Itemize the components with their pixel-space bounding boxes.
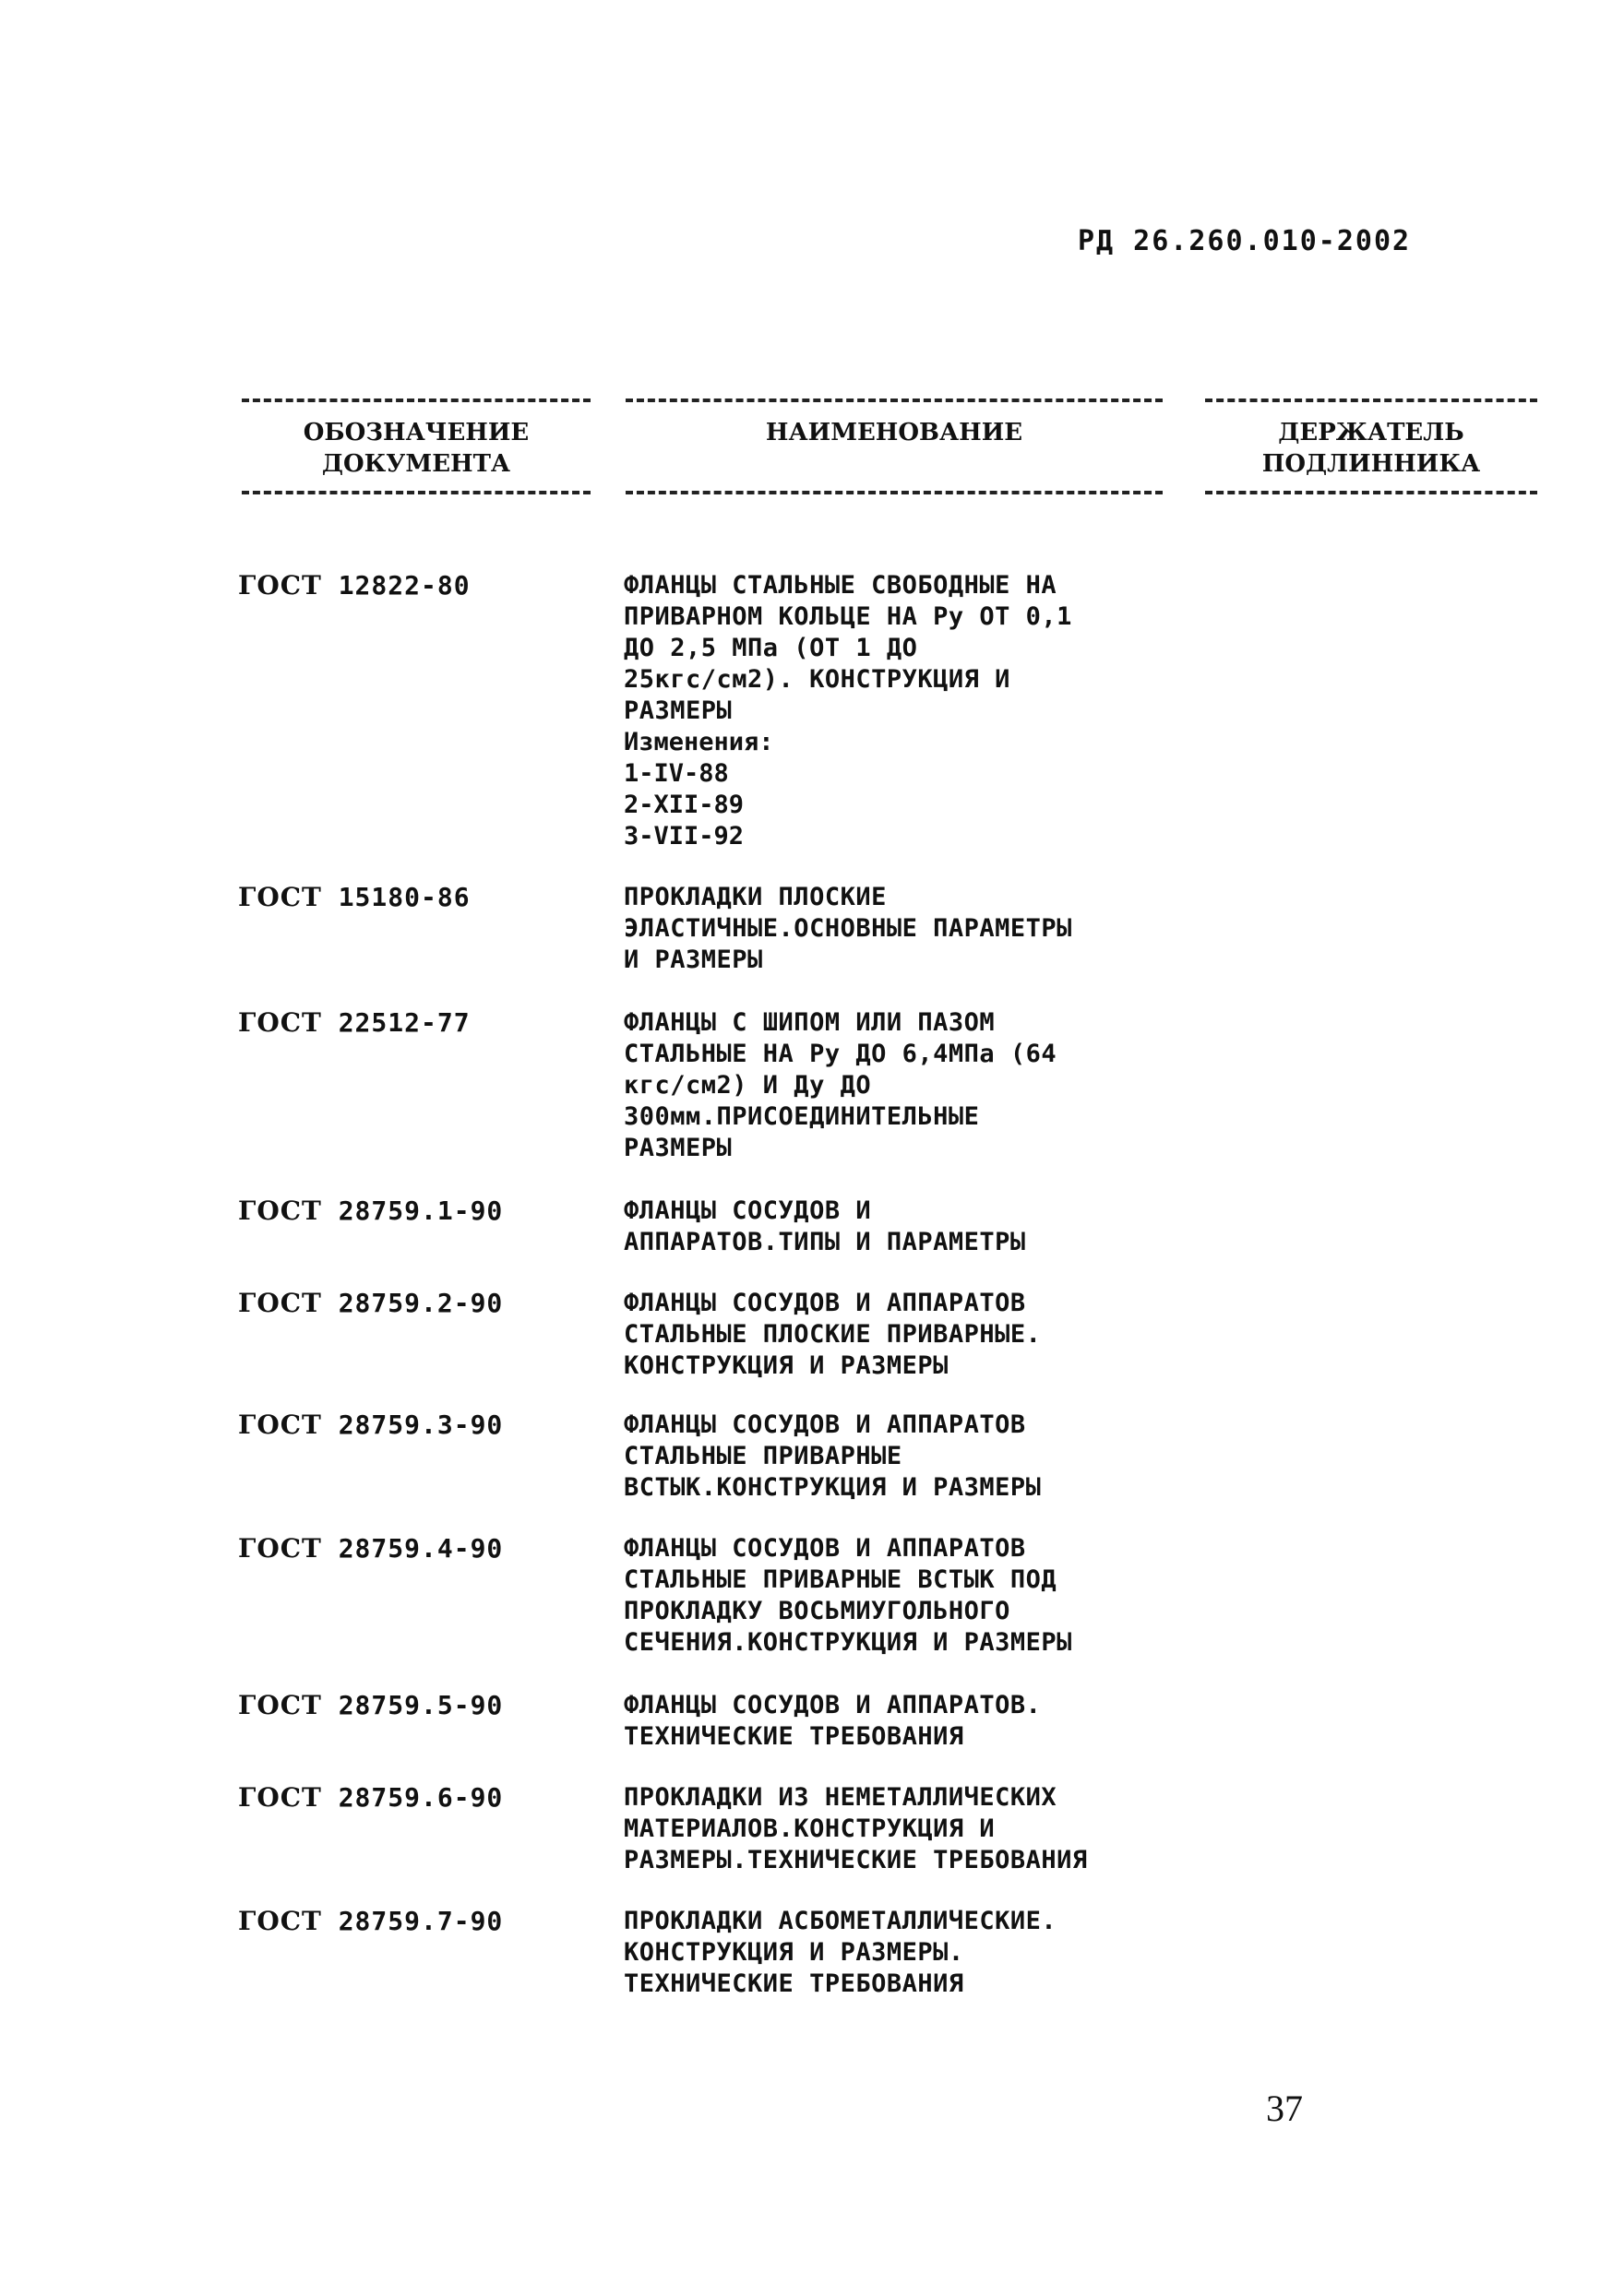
header-rule-bottom-col3 (1205, 491, 1537, 494)
gost-prefix: ГОСТ (238, 1288, 322, 1318)
document-designation (238, 1690, 503, 1721)
page-number: 37 (1266, 2088, 1303, 2129)
gost-prefix: ГОСТ (238, 1906, 322, 1936)
gost-prefix: ГОСТ (238, 1690, 322, 1720)
designation-number: 22512-77 (338, 1007, 471, 1038)
document-title: ФЛАНЦЫ СОСУДОВ И АППАРАТОВ СТАЛЬНЫЕ ПЛОСКИЕ ПРИВАРНЫЕ. КОНСТРУКЦИЯ И РАЗМЕРЫ (624, 1289, 1042, 1380)
document-designation (238, 570, 471, 601)
changes-list: 1-IV-88 2-XII-89 3-VII-92 (624, 759, 745, 851)
header-rule-bottom-col1 (242, 491, 591, 494)
gost-prefix: ГОСТ (238, 1782, 322, 1813)
document-designation (238, 1007, 471, 1039)
gost-prefix: ГОСТ (238, 1410, 322, 1440)
gost-prefix: ГОСТ (238, 1196, 322, 1226)
header-rule-top-col3 (1205, 399, 1537, 402)
document-title: ФЛАНЦЫ С ШИПОМ ИЛИ ПАЗОМ СТАЛЬНЫЕ НА Ру ДО 6,4МПа (64 кгс/см2) И Ду ДО 300мм.ПРИСОЕДИНИТЕЛЬНЫЕ РАЗМЕРЫ (624, 1008, 1057, 1162)
changes-label: Изменения: (624, 728, 774, 756)
column-header-name: НАИМЕНОВАНИЕ (765, 419, 1023, 446)
document-designation (238, 1288, 503, 1319)
document-title: ФЛАНЦЫ СОСУДОВ И АППАРАТОВ. ТЕХНИЧЕСКИЕ ТРЕБОВАНИЯ (624, 1691, 1042, 1751)
document-designation (238, 1410, 503, 1441)
designation-number: 28759.3-90 (338, 1410, 504, 1440)
document-code: РД 26.260.010-2002 (1078, 225, 1412, 257)
header-rule-bottom-col2 (626, 491, 1163, 494)
document-title: ПРОКЛАДКИ АСБОМЕТАЛЛИЧЕСКИЕ. КОНСТРУКЦИЯ И РАЗМЕРЫ. ТЕХНИЧЕСКИЕ ТРЕБОВАНИЯ (624, 1907, 1057, 1998)
document-designation (238, 1782, 503, 1814)
document-title: ПРОКЛАДКИ ПЛОСКИЕ ЭЛАСТИЧНЫЕ.ОСНОВНЫЕ ПАРАМЕТРЫ И РАЗМЕРЫ (624, 883, 1072, 974)
document-title: ФЛАНЦЫ СТАЛЬНЫЕ СВОБОДНЫЕ НА ПРИВАРНОМ КОЛЬЦЕ НА Ру ОТ 0,1 ДО 2,5 МПа (ОТ 1 ДО 25кгс/см2). КОНСТРУКЦИЯ И РАЗМЕРЫ (624, 571, 1072, 725)
designation-number: 12822-80 (338, 570, 471, 601)
designation-number: 15180-86 (338, 882, 471, 912)
document-designation (238, 1196, 503, 1227)
header-rule-top-col1 (242, 399, 591, 402)
header-rule-top-col2 (626, 399, 1163, 402)
designation-number: 28759.1-90 (338, 1196, 504, 1226)
gost-prefix: ГОСТ (238, 882, 322, 912)
document-designation (238, 1533, 503, 1564)
document-title: ФЛАНЦЫ СОСУДОВ И АППАРАТОВ.ТИПЫ И ПАРАМЕТРЫ (624, 1196, 1026, 1256)
document-title: ФЛАНЦЫ СОСУДОВ И АППАРАТОВ СТАЛЬНЫЕ ПРИВАРНЫЕ ВСТЫК ПОД ПРОКЛАДКУ ВОСЬМИУГОЛЬНОГО СЕЧЕНИЯ.КОНСТРУКЦИЯ И РАЗМЕРЫ (624, 1534, 1072, 1657)
designation-number: 28759.6-90 (338, 1782, 504, 1813)
gost-prefix: ГОСТ (238, 570, 322, 601)
designation-number: 28759.5-90 (338, 1690, 504, 1720)
document-title: ФЛАНЦЫ СОСУДОВ И АППАРАТОВ СТАЛЬНЫЕ ПРИВАРНЫЕ ВСТЫК.КОНСТРУКЦИЯ И РАЗМЕРЫ (624, 1410, 1042, 1502)
designation-number: 28759.7-90 (338, 1906, 504, 1936)
designation-number: 28759.2-90 (338, 1288, 504, 1318)
document-designation (238, 882, 471, 913)
gost-prefix: ГОСТ (238, 1533, 322, 1564)
gost-prefix: ГОСТ (238, 1007, 322, 1038)
designation-number: 28759.4-90 (338, 1533, 504, 1564)
column-header-holder: ДЕРЖАТЕЛЬ ПОДЛИННИКА (1261, 419, 1481, 478)
document-title: ПРОКЛАДКИ ИЗ НЕМЕТАЛЛИЧЕСКИХ МАТЕРИАЛОВ.КОНСТРУКЦИЯ И РАЗМЕРЫ.ТЕХНИЧЕСКИЕ ТРЕБОВАНИЯ (624, 1783, 1088, 1874)
document-designation (238, 1906, 503, 1937)
column-header-designation: ОБОЗНАЧЕНИЕ ДОКУМЕНТА (303, 419, 530, 478)
